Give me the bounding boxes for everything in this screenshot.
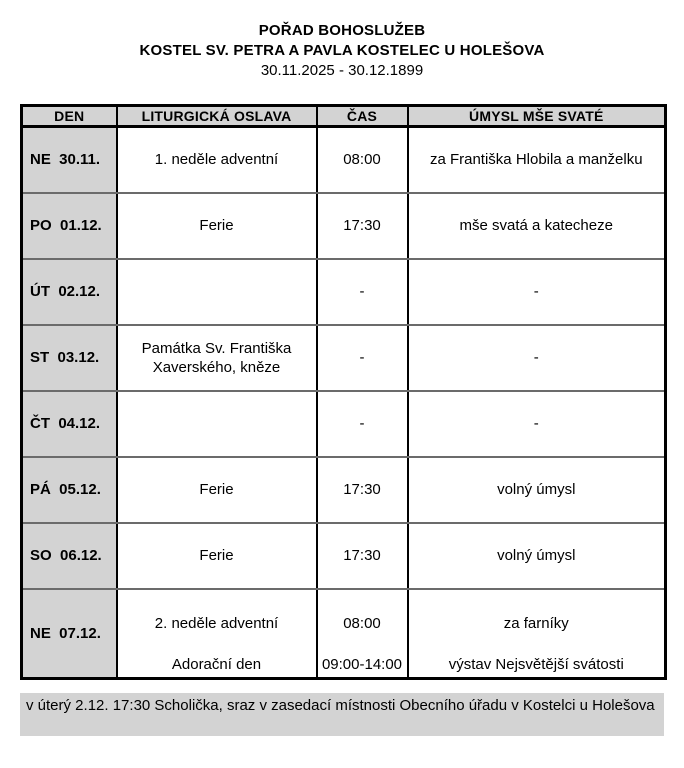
liturgy-cell: Ferie xyxy=(117,193,317,259)
table-row xyxy=(22,193,666,259)
liturgy-cell xyxy=(117,259,317,325)
intention-line-1: za farníky xyxy=(503,614,569,632)
day-cell: NE 30.11. xyxy=(22,127,117,193)
date-range: 30.11.2025 - 30.12.1899 xyxy=(260,62,424,79)
table-row xyxy=(22,589,666,679)
church-subtitle: KOSTEL SV. PETRA A PAVLA KOSTELEC U HOLEŠOVA xyxy=(139,42,545,59)
table-row xyxy=(22,523,666,589)
table-row xyxy=(22,325,666,391)
time-cell: - xyxy=(317,391,408,457)
col-header-cas: ČAS xyxy=(317,106,408,127)
time-cell xyxy=(317,589,408,679)
day-cell: PO 01.12. xyxy=(22,193,117,259)
footer-note: v úterý 2.12. 17:30 Scholička, sraz v zasedací místnosti Obecního úřadu v Kostelci u Holešova xyxy=(20,693,664,736)
time-cell: 08:00 xyxy=(317,127,408,193)
day-cell: PÁ 05.12. xyxy=(22,457,117,523)
liturgy-cell: Ferie xyxy=(117,523,317,589)
time-line-2: 09:00-14:00 xyxy=(321,655,403,673)
liturgy-cell: Památka Sv. Františka Xaverského, kněze xyxy=(117,325,317,391)
liturgy-cell: 1. neděle adventní xyxy=(117,127,317,193)
col-header-den: DEN xyxy=(22,106,117,127)
day-cell: ST 03.12. xyxy=(22,325,117,391)
table-row xyxy=(22,457,666,523)
day-cell: ČT 04.12. xyxy=(22,391,117,457)
time-cell: 17:30 xyxy=(317,193,408,259)
table-row xyxy=(22,391,666,457)
intention-cell: - xyxy=(408,259,666,325)
intention-cell: volný úmysl xyxy=(408,457,666,523)
liturgy-cell: Ferie xyxy=(117,457,317,523)
intention-line-2: výstav Nejsvětější svátosti xyxy=(448,655,624,673)
liturgy-cell xyxy=(117,391,317,457)
time-cell: - xyxy=(317,325,408,391)
table-row xyxy=(22,127,666,193)
time-cell: 17:30 xyxy=(317,457,408,523)
day-cell: NE 07.12. xyxy=(22,589,117,679)
intention-cell: volný úmysl xyxy=(408,523,666,589)
schedule-table xyxy=(20,104,667,680)
liturgy-cell xyxy=(117,589,317,679)
time-cell: - xyxy=(317,259,408,325)
time-line-1: 08:00 xyxy=(343,614,381,632)
intention-cell xyxy=(408,589,666,679)
liturgy-line-2: Adorační den xyxy=(171,655,262,673)
day-cell: ÚT 02.12. xyxy=(22,259,117,325)
liturgy-line-1: 2. neděle adventní xyxy=(154,614,279,632)
intention-cell: - xyxy=(408,391,666,457)
intention-cell: - xyxy=(408,325,666,391)
col-header-umysl: ÚMYSL MŠE SVATÉ xyxy=(408,106,666,127)
time-cell: 17:30 xyxy=(317,523,408,589)
intention-cell: mše svatá a katecheze xyxy=(408,193,666,259)
table-header-row xyxy=(22,106,666,127)
intention-cell: za Františka Hlobila a manželku xyxy=(408,127,666,193)
table-row xyxy=(22,259,666,325)
title-block xyxy=(0,0,684,81)
col-header-liturgicka-oslava: LITURGICKÁ OSLAVA xyxy=(117,106,317,127)
page-title: POŘAD BOHOSLUŽEB xyxy=(258,22,426,39)
day-cell: SO 06.12. xyxy=(22,523,117,589)
